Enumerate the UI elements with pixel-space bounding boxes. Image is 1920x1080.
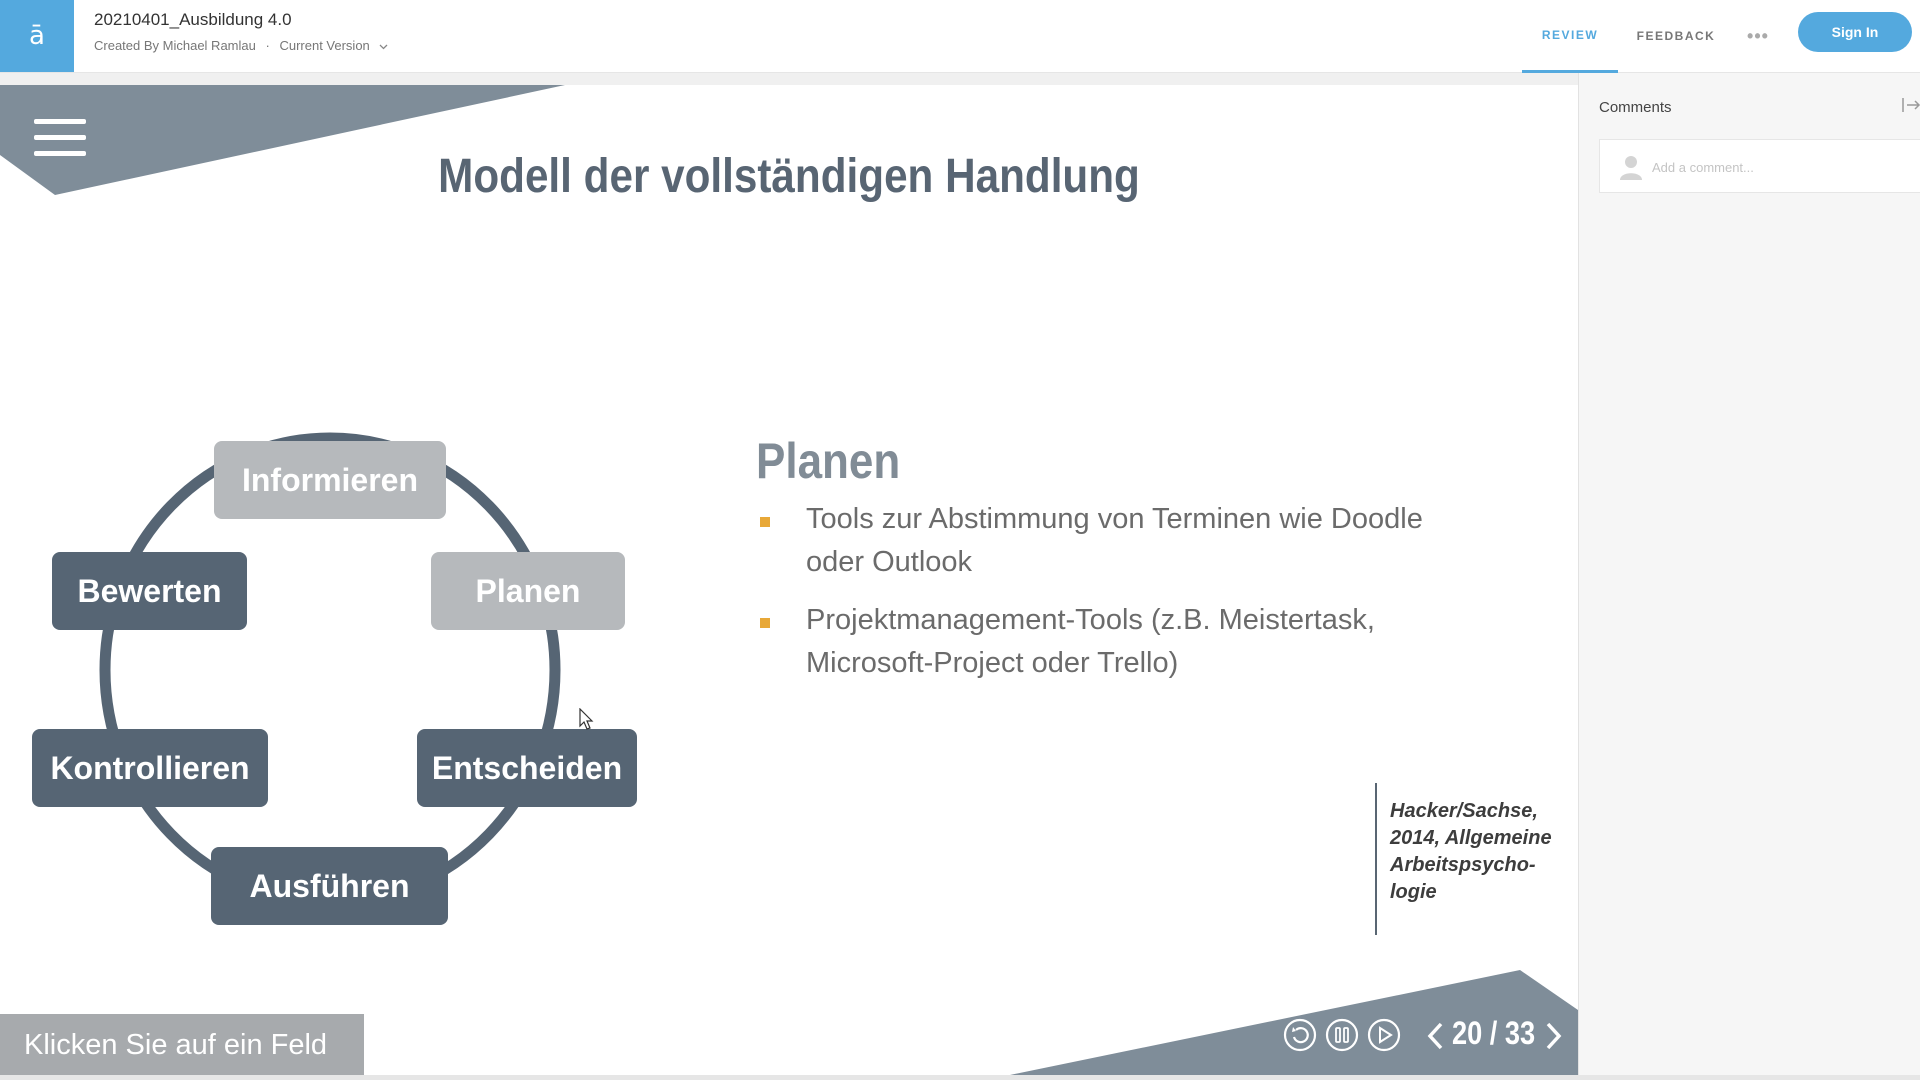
- bullet-text: Projektmanagement-Tools (z.B. Meistertask, Microsoft-Project oder Trello): [806, 604, 1375, 679]
- comments-panel: [1578, 73, 1920, 1075]
- bullet-marker: [760, 517, 770, 527]
- next-slide-icon[interactable]: [1541, 1021, 1565, 1051]
- previous-slide-icon[interactable]: [1424, 1021, 1448, 1051]
- comments-title: Comments: [1599, 99, 1672, 116]
- sign-in-button[interactable]: Sign In: [1798, 12, 1912, 52]
- section-title: Planen: [756, 433, 901, 489]
- citation: Hacker/Sachse, 2014, Allgemeine Arbeitspsycho-logie: [1390, 800, 1552, 903]
- node-entscheiden[interactable]: Entscheiden: [417, 729, 637, 807]
- slide-title: Modell der vollständigen Handlung: [438, 150, 1140, 203]
- bullet-marker: [760, 618, 770, 628]
- node-planen[interactable]: Planen: [431, 552, 625, 630]
- node-kontrollieren[interactable]: Kontrollieren: [32, 729, 268, 807]
- avatar-icon: [1620, 154, 1642, 180]
- replay-icon[interactable]: [1283, 1018, 1317, 1052]
- more-options-icon[interactable]: •••: [1747, 25, 1769, 46]
- slide-stage: [0, 73, 1578, 1075]
- bottom-strip: [0, 1075, 1920, 1080]
- tab-feedback[interactable]: FEEDBACK: [1636, 29, 1716, 43]
- comment-box: [1599, 139, 1920, 193]
- top-bar: [0, 0, 1920, 73]
- click-hint: Klicken Sie auf ein Feld: [0, 1014, 364, 1075]
- node-bewerten[interactable]: Bewerten: [52, 552, 247, 630]
- chevron-down-icon: [379, 44, 388, 50]
- document-title: 20210401_Ausbildung 4.0: [94, 10, 292, 29]
- comment-input[interactable]: [1650, 152, 1914, 182]
- created-by-label: Created By Michael Ramlau: [94, 38, 256, 53]
- document-meta: [94, 38, 394, 53]
- collapse-panel-icon[interactable]: [1901, 95, 1920, 115]
- node-ausfuehren[interactable]: Ausführen: [211, 847, 448, 925]
- meta-separator: ·: [265, 38, 270, 53]
- pause-icon[interactable]: [1325, 1018, 1359, 1052]
- tab-review[interactable]: REVIEW: [1522, 0, 1618, 73]
- slide: [0, 85, 1578, 1075]
- citation-divider: [1375, 783, 1377, 935]
- app-logo[interactable]: ā: [0, 0, 74, 72]
- mouse-cursor-icon: [579, 708, 595, 732]
- version-label: Current Version: [279, 38, 370, 53]
- page-indicator: 20 / 33: [1452, 1015, 1536, 1051]
- play-icon[interactable]: [1367, 1018, 1401, 1052]
- version-dropdown[interactable]: [279, 38, 388, 53]
- node-informieren[interactable]: Informieren: [214, 441, 446, 519]
- bullet-text: Tools zur Abstimmung von Terminen wie Doodle oder Outlook: [806, 503, 1423, 578]
